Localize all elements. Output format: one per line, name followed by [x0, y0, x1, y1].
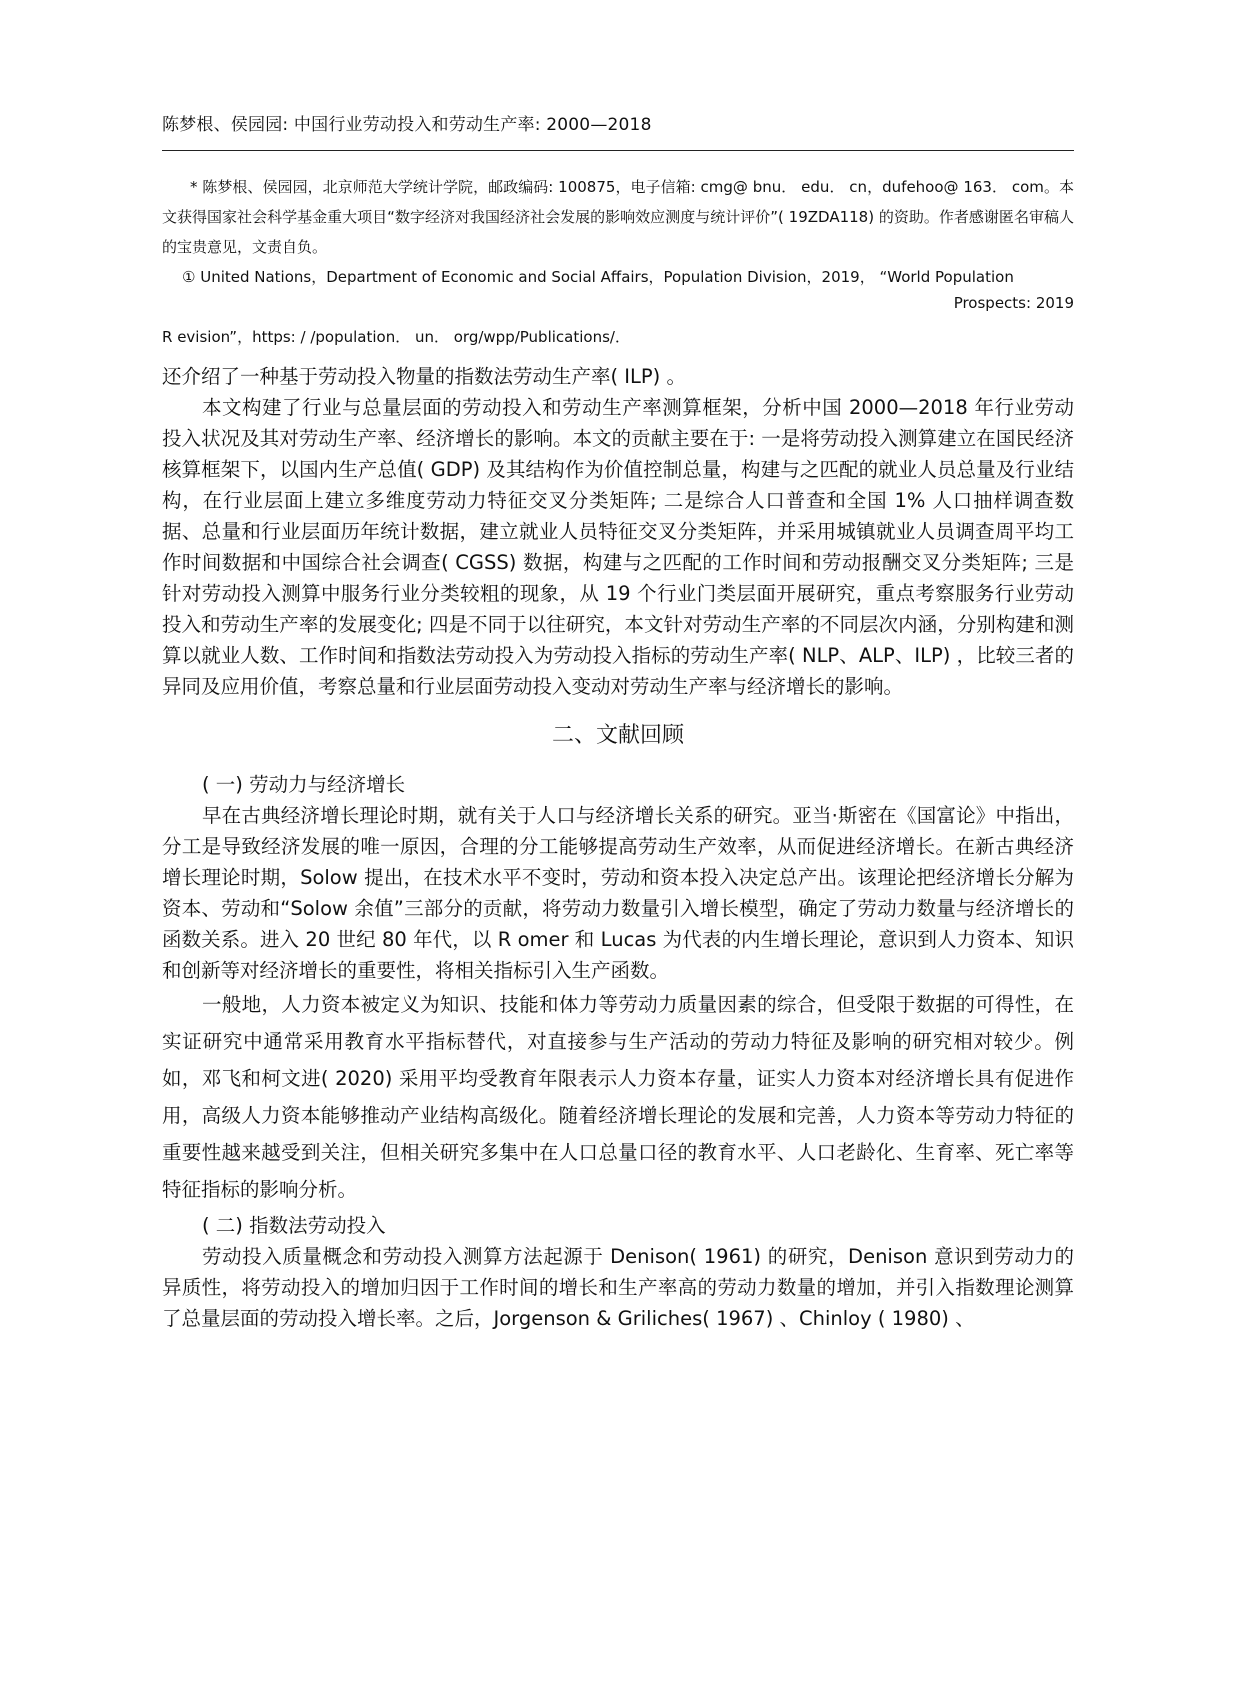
subsection-heading-2: ( 二) 指数法劳动投入	[202, 1214, 386, 1237]
section-title: 二、文献回顾	[551, 723, 684, 748]
author-footnote: * 陈梦根、侯园园，北京师范大学统计学院，邮政编码: 100875，电子信箱: cmg@ bnu． edu． cn，dufehoo@ 163． com。本文获得国家社会科学基金重大项目“数字经济对我国经济社会发展的影响效应测度与统计评价”( 19ZDA118) 的资助。作者感谢匿名审稿人的宝贵意见，文责自负。	[162, 178, 1074, 256]
paragraph-contributions: 本文构建了行业与总量层面的劳动投入和劳动生产率测算框架，分析中国 2000—2018 年行业劳动投入状况及其对劳动生产率、经济增长的影响。本文的贡献主要在于: 一是将劳动投入测算建立在国民经济核算框架下，以国内生产总值( GDP) 及其结构作为价值控制总量，构建与之匹配的就业人员总量及行业结构，在行业层面上建立多维度劳动力特征交叉分类矩阵; 二是综合人口普查和全国 1% 人口抽样调查数据、总量和行业层面历年统计数据，建立就业人员特征交叉分类矩阵，并采用城镇就业人员调查周平均工作时间数据和中国综合社会调查( CGSS) 数据，构建与之匹配的工作时间和劳动报酬交叉分类矩阵; 三是针对劳动投入测算中服务行业分类较粗的现象，从 19 个行业门类层面开展研究，重点考察服务行业劳动投入和劳动生产率的发展变化; 四是不同于以往研究，本文针对劳动生产率的不同层次内涵，分别构建和测算以就业人数、工作时间和指数法劳动投入为劳动投入指标的劳动生产率( NLP、ALP、ILP) ，比较三者的异同及应用价值，考察总量和行业层面劳动投入变动对劳动生产率与经济增长的影响。	[162, 396, 1074, 698]
un-footnote-line3: R evision”，https: / /population． un． org/wpp/Publications/．	[162, 328, 630, 346]
paragraph-human-capital: 一般地，人力资本被定义为知识、技能和体力等劳动力质量因素的综合，但受限于数据的可得性，在实证研究中通常采用教育水平指标替代，对直接参与生产活动的劳动力特征及影响的研究相对较少。例如，邓飞和柯文进( 2020) 采用平均受教育年限表示人力资本存量，证实人力资本对经济增长具有促进作用，高级人力资本能够推动产业结构高级化。随着经济增长理论的发展和完善，人力资本等劳动力特征的重要性越来越受到关注，但相关研究多集中在人口总量口径的教育水平、人口老龄化、生育率、死亡率等特征指标的影响分析。	[162, 993, 1074, 1201]
subsection-heading-1: ( 一) 劳动力与经济增长	[202, 773, 406, 796]
running-head: 陈梦根、侯园园: 中国行业劳动投入和劳动生产率: 2000—2018	[162, 115, 652, 135]
footnotes	[162, 172, 1074, 352]
un-footnote-line2: Prospects: 2019	[953, 294, 1074, 312]
body-text	[162, 361, 1074, 1334]
paragraph-index-labor-input: 劳动投入质量概念和劳动投入测算方法起源于 Denison( 1961) 的研究，Denison 意识到劳动力的异质性，将劳动投入的增加归因于工作时间的增长和生产率高的劳动力数量的增加，并引入指数理论测算了总量层面的劳动投入增长率。之后，Jorgenson & Griliches( 1967) 、Chinloy ( 1980) 、	[162, 1245, 1074, 1330]
header-rule	[162, 150, 1074, 151]
un-footnote-line1: ① United Nations，Department of Economic and Social Affairs，Population Division，2019， “World Population	[182, 268, 1014, 286]
paragraph-continued: 还介绍了一种基于劳动投入物量的指数法劳动生产率( ILP) 。	[162, 365, 686, 388]
paragraph-growth-theory: 早在古典经济增长理论时期，就有关于人口与经济增长关系的研究。亚当·斯密在《国富论》中指出，分工是导致经济发展的唯一原因，合理的分工能够提高劳动生产效率，从而促进经济增长。在新古典经济增长理论时期，Solow 提出，在技术水平不变时，劳动和资本投入决定总产出。该理论把经济增长分解为资本、劳动和“Solow 余值”三部分的贡献，将劳动力数量引入增长模型，确定了劳动力数量与经济增长的函数关系。进入 20 世纪 80 年代，以 R omer 和 Lucas 为代表的内生增长理论，意识到人力资本、知识和创新等对经济增长的重要性，将相关指标引入生产函数。	[162, 804, 1074, 982]
